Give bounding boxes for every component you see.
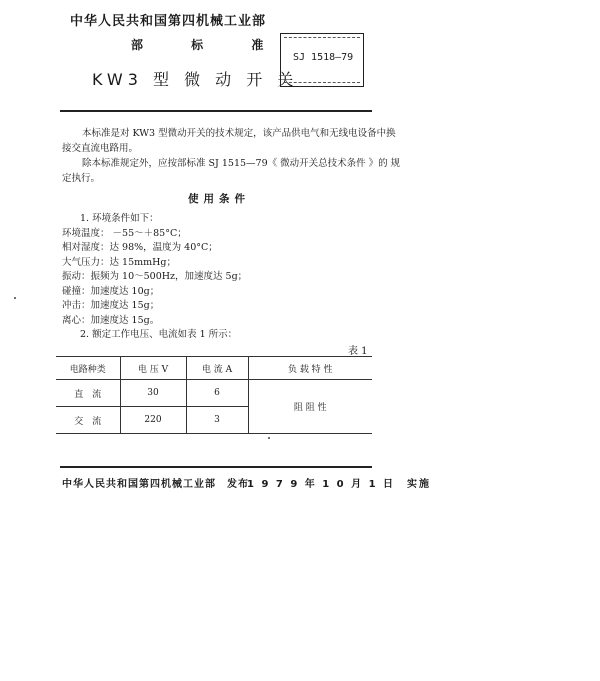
table-header-row	[56, 357, 372, 380]
table-cell: 6	[186, 380, 248, 407]
intro-para-2-line-1: 除本标准规定外，应按部标准 SJ 1515—79《 微动开关总技术条件 》的 规	[82, 158, 401, 169]
condition-item: 相对湿度：达 98%，温度为 40°C；	[62, 242, 218, 253]
standard-label: 部 标 准	[131, 38, 286, 52]
table-row	[56, 380, 372, 407]
condition-item: 振动：振频为 10～500Hz，加速度达 5g；	[62, 271, 248, 282]
condition-item: 碰撞：加速度达 10g；	[62, 286, 160, 297]
table-header-cell: 负 载 特 性	[248, 357, 372, 380]
footer-rule	[60, 466, 372, 468]
section-title: 使用条件	[188, 193, 250, 205]
condition-item: 2. 额定工作电压、电流如表 1 所示：	[80, 329, 238, 340]
rating-table	[56, 356, 372, 434]
table-header-cell: 电路种类	[56, 357, 120, 380]
condition-item: 冲击：加速度达 15g；	[62, 300, 160, 311]
table-cell: 30	[120, 380, 186, 407]
scan-speck	[268, 437, 270, 439]
condition-item: 1. 环境条件如下：	[80, 213, 159, 224]
table-header-cell: 电 流 A	[186, 357, 248, 380]
standard-code: SJ 1518—79	[293, 52, 354, 63]
footer-date: 1 9 7 9 年 1 0 月 1 日 实施	[247, 479, 432, 490]
table-cell-load: 阻 阻 性	[248, 380, 372, 434]
header-rule	[60, 110, 372, 112]
table-cell: 交 流	[56, 407, 120, 434]
table-cell: 220	[120, 407, 186, 434]
table-cell: 3	[186, 407, 248, 434]
ministry-name: 中华人民共和国第四机械工业部	[70, 14, 267, 29]
condition-item: 离心：加速度达 15g。	[62, 315, 160, 326]
table-cell: 直 流	[56, 380, 120, 407]
intro-para-2-line-2: 定执行。	[62, 173, 101, 184]
scan-speck	[14, 297, 16, 299]
table-header-cell: 电 压 V	[120, 357, 186, 380]
footer-publisher: 中华人民共和国第四机械工业部 发布	[62, 479, 249, 490]
intro-para-1-line-2: 接交直流电路用。	[62, 143, 139, 154]
condition-item: 大气压力：达 15mmHg；	[62, 257, 176, 268]
document-title: KW3 型 微 动 开 关	[92, 70, 299, 89]
condition-item: 环境温度： －55～＋85°C；	[62, 228, 187, 239]
table-caption: 表 1	[348, 346, 368, 357]
standard-code-box	[280, 33, 364, 87]
intro-para-1-line-1: 本标准是对 KW3 型微动开关的技术规定，该产品供电气和无线电设备中换	[82, 128, 396, 139]
